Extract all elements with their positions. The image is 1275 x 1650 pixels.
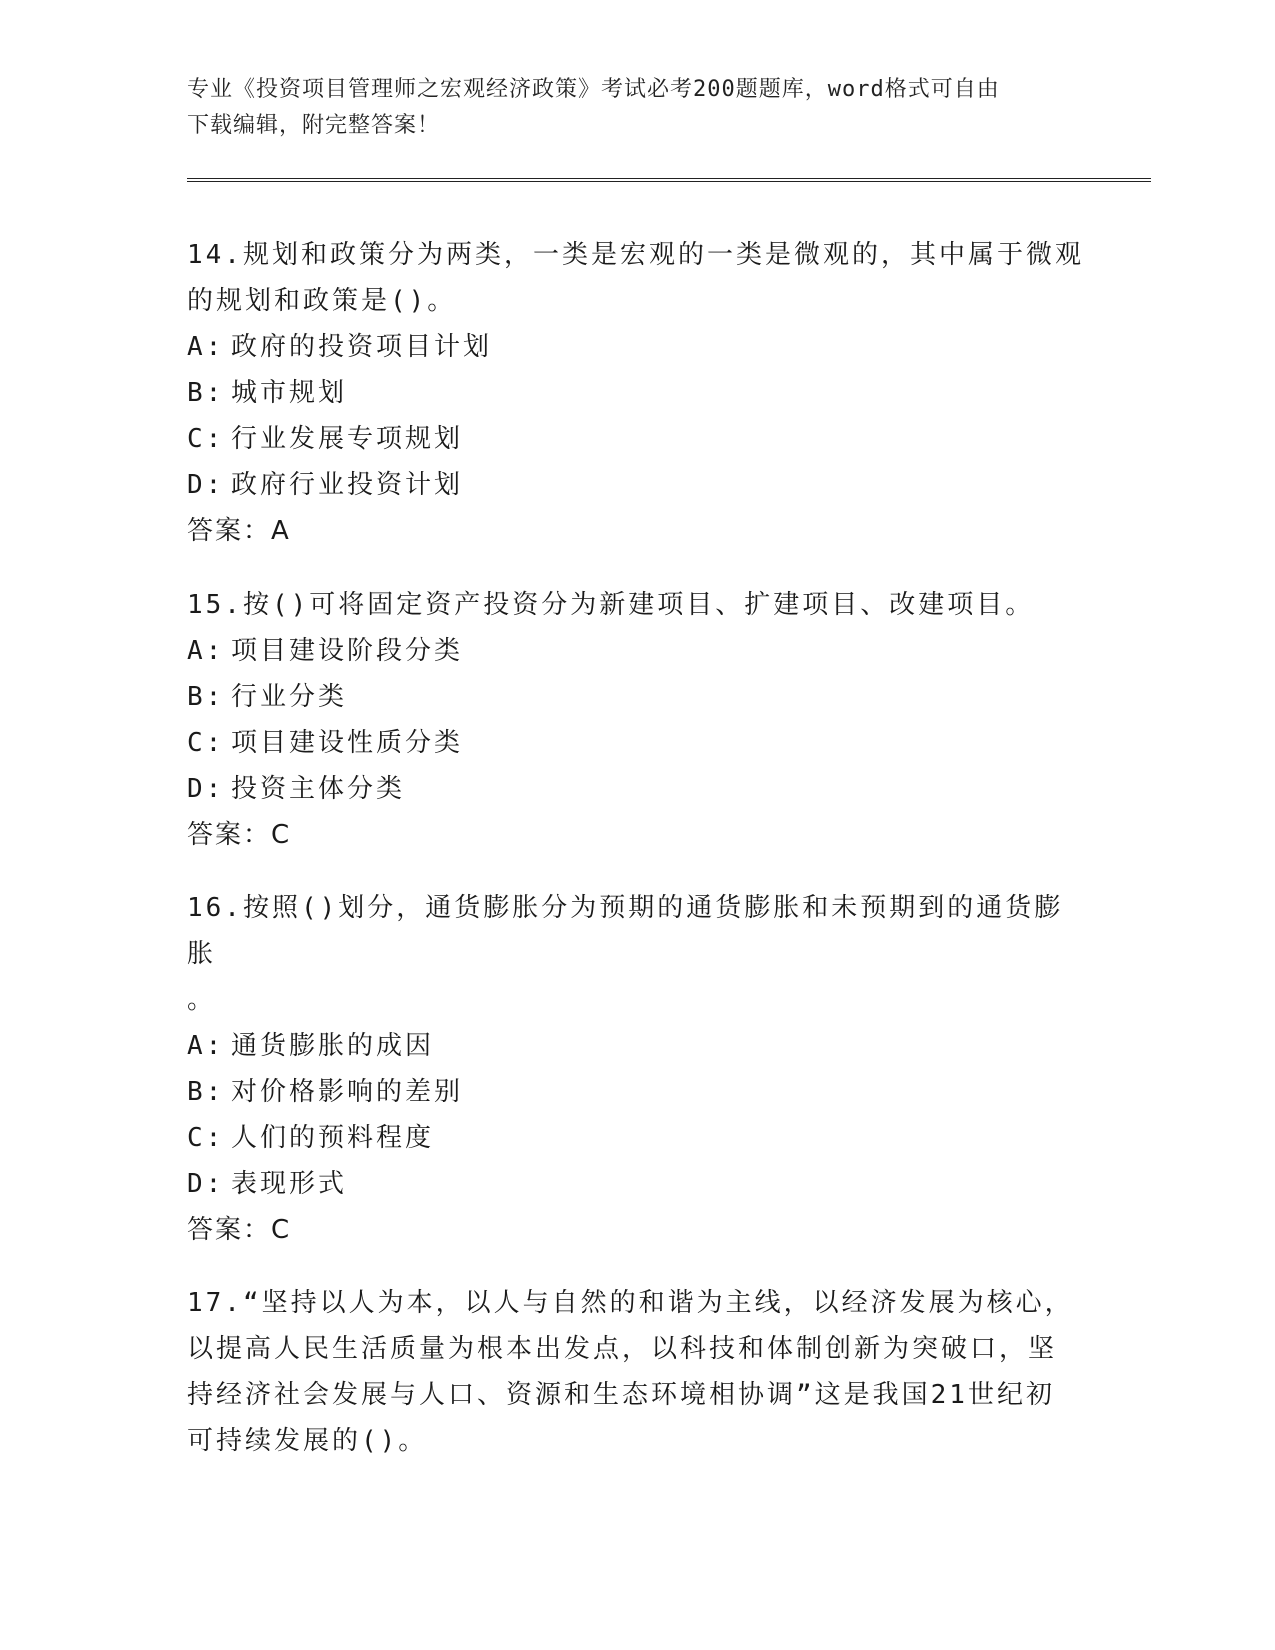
stem-line: 以提高人民生活质量为根本出发点，以科技和体制创新为突破口，坚 bbox=[187, 1334, 1058, 1364]
stem-line: 17.“坚持以人为本，以人与自然的和谐为主线，以经济发展为核心， bbox=[187, 1288, 1074, 1318]
question-15 bbox=[187, 582, 1087, 858]
option-text: 对价格影响的差别 bbox=[231, 1077, 464, 1107]
option-label: D: bbox=[187, 774, 225, 804]
option-text: 项目建设阶段分类 bbox=[231, 636, 464, 666]
option-d bbox=[187, 462, 1087, 508]
option-d bbox=[187, 766, 1087, 812]
option-label: C: bbox=[187, 1123, 225, 1153]
document-header bbox=[187, 72, 1067, 144]
option-text: 通货膨胀的成因 bbox=[231, 1031, 435, 1061]
stem-line: 。 bbox=[187, 985, 217, 1015]
option-label: D: bbox=[187, 470, 225, 500]
option-label: A: bbox=[187, 1031, 225, 1061]
option-label: D: bbox=[187, 1169, 225, 1199]
option-c bbox=[187, 720, 1087, 766]
stem-line: 的规划和政策是()。 bbox=[187, 286, 457, 316]
stem-line: 16.按照()划分，通货膨胀分为预期的通货膨胀和未预期到的通货膨胀 bbox=[187, 893, 1064, 969]
answer: 答案：C bbox=[187, 1215, 292, 1245]
option-label: C: bbox=[187, 728, 225, 758]
stem-line: 15.按()可将固定资产投资分为新建项目、扩建项目、改建项目。 bbox=[187, 590, 1035, 620]
option-label: C: bbox=[187, 424, 225, 454]
option-label: B: bbox=[187, 1077, 225, 1107]
option-d bbox=[187, 1161, 1087, 1207]
option-label: A: bbox=[187, 332, 225, 362]
answer: 答案：A bbox=[187, 516, 291, 546]
question-stem bbox=[187, 582, 1087, 628]
question-16 bbox=[187, 885, 1087, 1253]
option-text: 政府的投资项目计划 bbox=[231, 332, 493, 362]
option-text: 行业发展专项规划 bbox=[231, 424, 464, 454]
question-stem bbox=[187, 885, 1087, 1023]
question-17 bbox=[187, 1280, 1087, 1464]
question-stem bbox=[187, 1280, 1087, 1464]
question-14 bbox=[187, 232, 1087, 554]
option-c bbox=[187, 1115, 1087, 1161]
header-line-2: 下载编辑，附完整答案！ bbox=[187, 113, 441, 138]
header-divider bbox=[187, 178, 1151, 182]
option-label: A: bbox=[187, 636, 225, 666]
option-a bbox=[187, 324, 1087, 370]
option-a bbox=[187, 628, 1087, 674]
option-label: B: bbox=[187, 682, 225, 712]
option-b bbox=[187, 1069, 1087, 1115]
option-b bbox=[187, 370, 1087, 416]
option-text: 人们的预料程度 bbox=[231, 1123, 435, 1153]
option-label: B: bbox=[187, 378, 225, 408]
stem-line: 可持续发展的()。 bbox=[187, 1426, 428, 1456]
option-text: 政府行业投资计划 bbox=[231, 470, 464, 500]
answer: 答案：C bbox=[187, 820, 292, 850]
option-c bbox=[187, 416, 1087, 462]
option-text: 行业分类 bbox=[231, 682, 348, 712]
option-text: 表现形式 bbox=[231, 1169, 348, 1199]
option-text: 投资主体分类 bbox=[231, 774, 406, 804]
option-text: 项目建设性质分类 bbox=[231, 728, 464, 758]
option-a bbox=[187, 1023, 1087, 1069]
option-b bbox=[187, 674, 1087, 720]
header-line-1: 专业《投资项目管理师之宏观经济政策》考试必考200题题库，word格式可自由 bbox=[187, 77, 1000, 102]
question-stem bbox=[187, 232, 1087, 324]
stem-line: 持经济社会发展与人口、资源和生态环境相协调”这是我国21世纪初 bbox=[187, 1380, 1055, 1410]
stem-line: 14.规划和政策分为两类，一类是宏观的一类是微观的，其中属于微观 bbox=[187, 240, 1084, 270]
option-text: 城市规划 bbox=[231, 378, 348, 408]
